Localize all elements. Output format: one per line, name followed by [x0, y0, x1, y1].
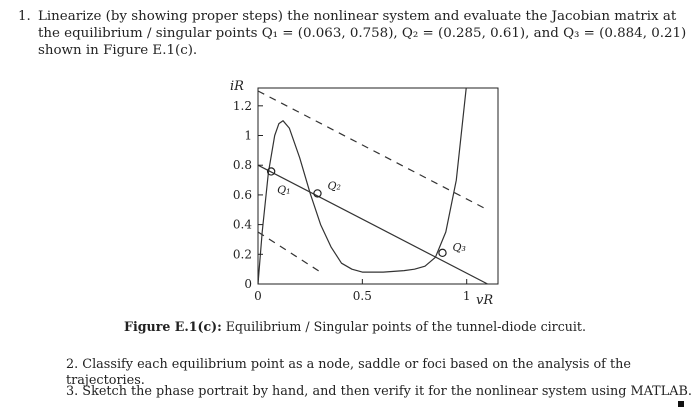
y-tick-label: 0.6 [232, 187, 252, 202]
series-upper-load-line [258, 91, 488, 210]
question-3-number: 3. [66, 384, 79, 399]
question-1-line-1: Linearize (by showing proper steps) the nonlinear system and evaluate the Jacobian matrix at [38, 9, 677, 24]
question-1-line-3: shown in Figure E.1(c). [38, 43, 198, 58]
y-tick-label: 0 [244, 277, 252, 291]
question-1-line-2: the equilibrium / singular points Q₁ = (0.063, 0.758), Q₂ = (0.285, 0.61), and Q₃ = (0.884, 0.21) [38, 26, 687, 41]
y-tick-label: 1.2 [232, 98, 252, 113]
question-3 [66, 384, 692, 400]
figure-caption-text: Equilibrium / Singular points of the tunnel-diode circuit. [221, 319, 586, 334]
question-2-text: Classify each equilibrium point as a node, saddle or foci based on the analysis of the trajectories. [66, 357, 631, 388]
tunnel-diode-figure [222, 76, 502, 308]
series-lower-load-line [258, 232, 321, 272]
question-1-number: 1. [18, 9, 31, 24]
question-1 [18, 8, 688, 59]
y-tick-label: 0.2 [232, 247, 252, 262]
x-tick-label: 1 [462, 289, 471, 303]
x-tick-label: 0.5 [352, 289, 372, 303]
equilibrium-label-1: Q₁ [277, 183, 291, 197]
figure-caption [120, 319, 590, 334]
x-tick-label: 0 [254, 289, 262, 303]
equilibrium-label-2: Q₂ [327, 179, 341, 193]
equilibrium-point-3 [439, 249, 446, 256]
series-load-line [258, 165, 488, 284]
equilibrium-label-3: Q₃ [452, 240, 466, 254]
y-tick-label: 0.8 [232, 158, 252, 173]
question-3-text: Sketch the phase portrait by hand, and then verify it for the nonlinear system using MATLAB. [82, 384, 692, 399]
y-axis-label: iR [230, 79, 244, 94]
end-of-problem-mark [678, 401, 684, 407]
question-1-body [38, 8, 688, 59]
y-tick-label: 1 [244, 128, 252, 143]
chart-svg [222, 76, 502, 308]
y-tick-label: 0.4 [232, 217, 252, 232]
x-axis-label: vR [476, 293, 494, 308]
figure-caption-label: Figure E.1(c): [124, 319, 222, 334]
question-2-number: 2. [66, 357, 79, 372]
